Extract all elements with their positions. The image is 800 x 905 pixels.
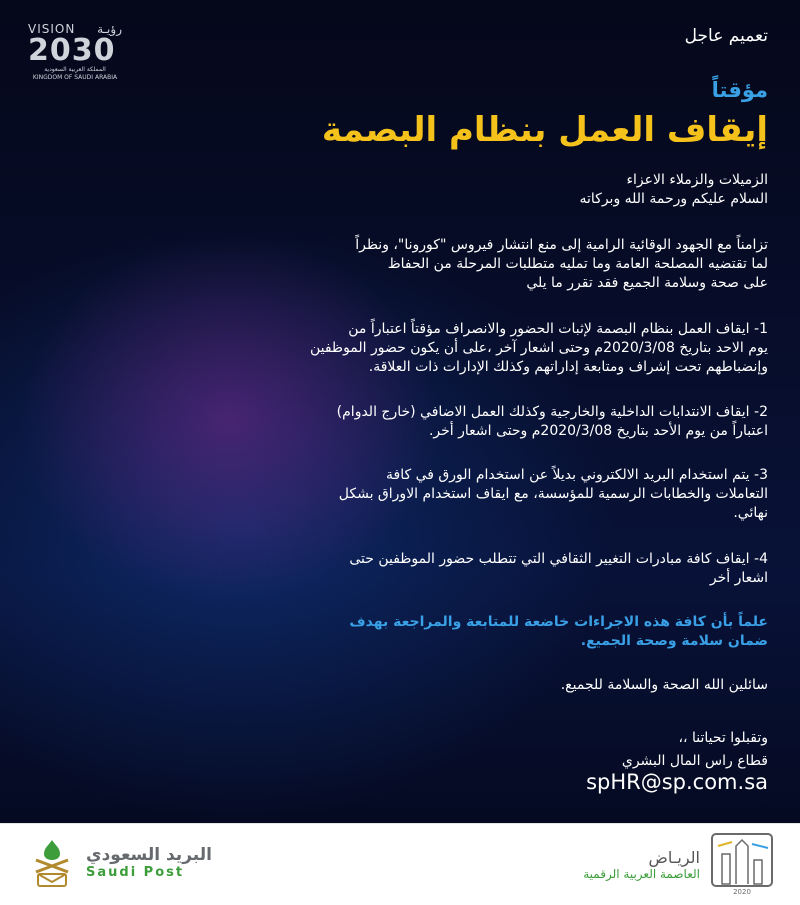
list-item xyxy=(268,320,768,377)
riyadh-title: الريـاض xyxy=(648,847,700,867)
item-line: اشعار أخر xyxy=(709,570,768,586)
list-item xyxy=(268,403,768,441)
riyadh-digital-capital-logo xyxy=(583,832,774,896)
page-title: إيقاف العمل بنظام البصمة xyxy=(321,110,768,150)
intro-paragraph xyxy=(268,236,768,293)
vision-kingdom-ar: المملكة العربية السعودية xyxy=(44,66,106,73)
item-line: 3- يتم استخدام البريد الالكتروني بديلاً عن استخدام الورق في كافة xyxy=(386,467,768,483)
note-line: ضمان سلامة وصحة الجميع. xyxy=(580,633,768,649)
riyadh-year: 2020 xyxy=(733,888,751,896)
list-item xyxy=(268,550,768,588)
skyline-icon xyxy=(710,832,774,896)
saudi-emblem-icon xyxy=(30,836,74,888)
footer xyxy=(0,823,800,905)
list-item xyxy=(268,466,768,523)
notice-label: تعميم عاجل xyxy=(684,26,768,46)
item-line: 4- ايقاف كافة مبادرات التغيير الثقافي التي تتطلب حضور الموظفين حتى xyxy=(349,551,768,567)
greeting-line: السلام عليكم ورحمة الله وبركاته xyxy=(579,191,768,207)
regards-line: وتقبلوا تحياتنا ،، xyxy=(678,730,768,746)
department-line: قطاع راس المال البشري xyxy=(621,753,768,769)
greeting-line: الزميلات والزملاء الاعزاء xyxy=(626,172,768,188)
vision-en-label: VISION xyxy=(28,22,76,36)
vision-kingdom-en: KINGDOM OF SAUDI ARABIA xyxy=(32,74,118,81)
intro-line: على صحة وسلامة الجميع فقد تقرر ما يلي xyxy=(526,275,768,291)
item-line: 1- ايقاف العمل بنظام البصمة لإثبات الحضور والانصراف مؤقتاً اعتباراً من xyxy=(348,321,768,337)
riyadh-subtitle: العاصمة العربية الرقمية xyxy=(583,866,700,881)
vision-year: 2030 xyxy=(28,33,116,68)
item-line: يوم الاحد بتاريخ 2020/3/08م وحتى اشعار آخر ،على أن يكون حضور الموظفين xyxy=(309,340,768,356)
item-line: وإنضباطهم تحت إشراف ومتابعة إداراتهم وكذلك الإدارات ذات العلاقة. xyxy=(368,359,768,375)
highlight-note xyxy=(268,613,768,651)
vision-2030-logo xyxy=(28,22,122,82)
item-line: 2- ايقاف الانتدابات الداخلية والخارجية وكذلك العمل الاضافي (خارج الدوام) xyxy=(336,404,768,420)
item-line: التعاملات والخطابات الرسمية للمؤسسة، مع ايقاف استخدام الاوراق بشكل xyxy=(338,486,768,502)
item-line: نهائي. xyxy=(733,505,768,521)
saudi-post-en: Saudi Post xyxy=(86,864,185,880)
email-link[interactable]: spHR@sp.com.sa xyxy=(586,770,768,794)
saudi-post-logo xyxy=(30,836,212,888)
saudi-post-ar: البريد السعودي xyxy=(86,844,212,865)
closing-prayer xyxy=(268,676,768,695)
subtitle: مؤقتاً xyxy=(711,78,768,102)
note-line: علماً بأن كافة هذه الاجراءات خاضعة للمتابعة والمراجعة بهدف xyxy=(349,614,768,630)
intro-line: تزامناً مع الجهود الوقائية الرامية إلى منع انتشار فيروس "كورونا"، ونظراً xyxy=(355,237,768,253)
signature-block xyxy=(268,729,768,771)
vision-ar-label: رؤيـة xyxy=(97,22,122,36)
prayer-line: سائلين الله الصحة والسلامة للجميع. xyxy=(560,677,768,693)
greeting xyxy=(268,171,768,209)
intro-line: لما تقتضيه المصلحة العامة وما تمليه متطلبات المرحلة من الحفاظ xyxy=(387,256,768,272)
item-line: اعتباراً من يوم الأحد بتاريخ 2020/3/08م وحتى اشعار أخر. xyxy=(428,423,768,439)
